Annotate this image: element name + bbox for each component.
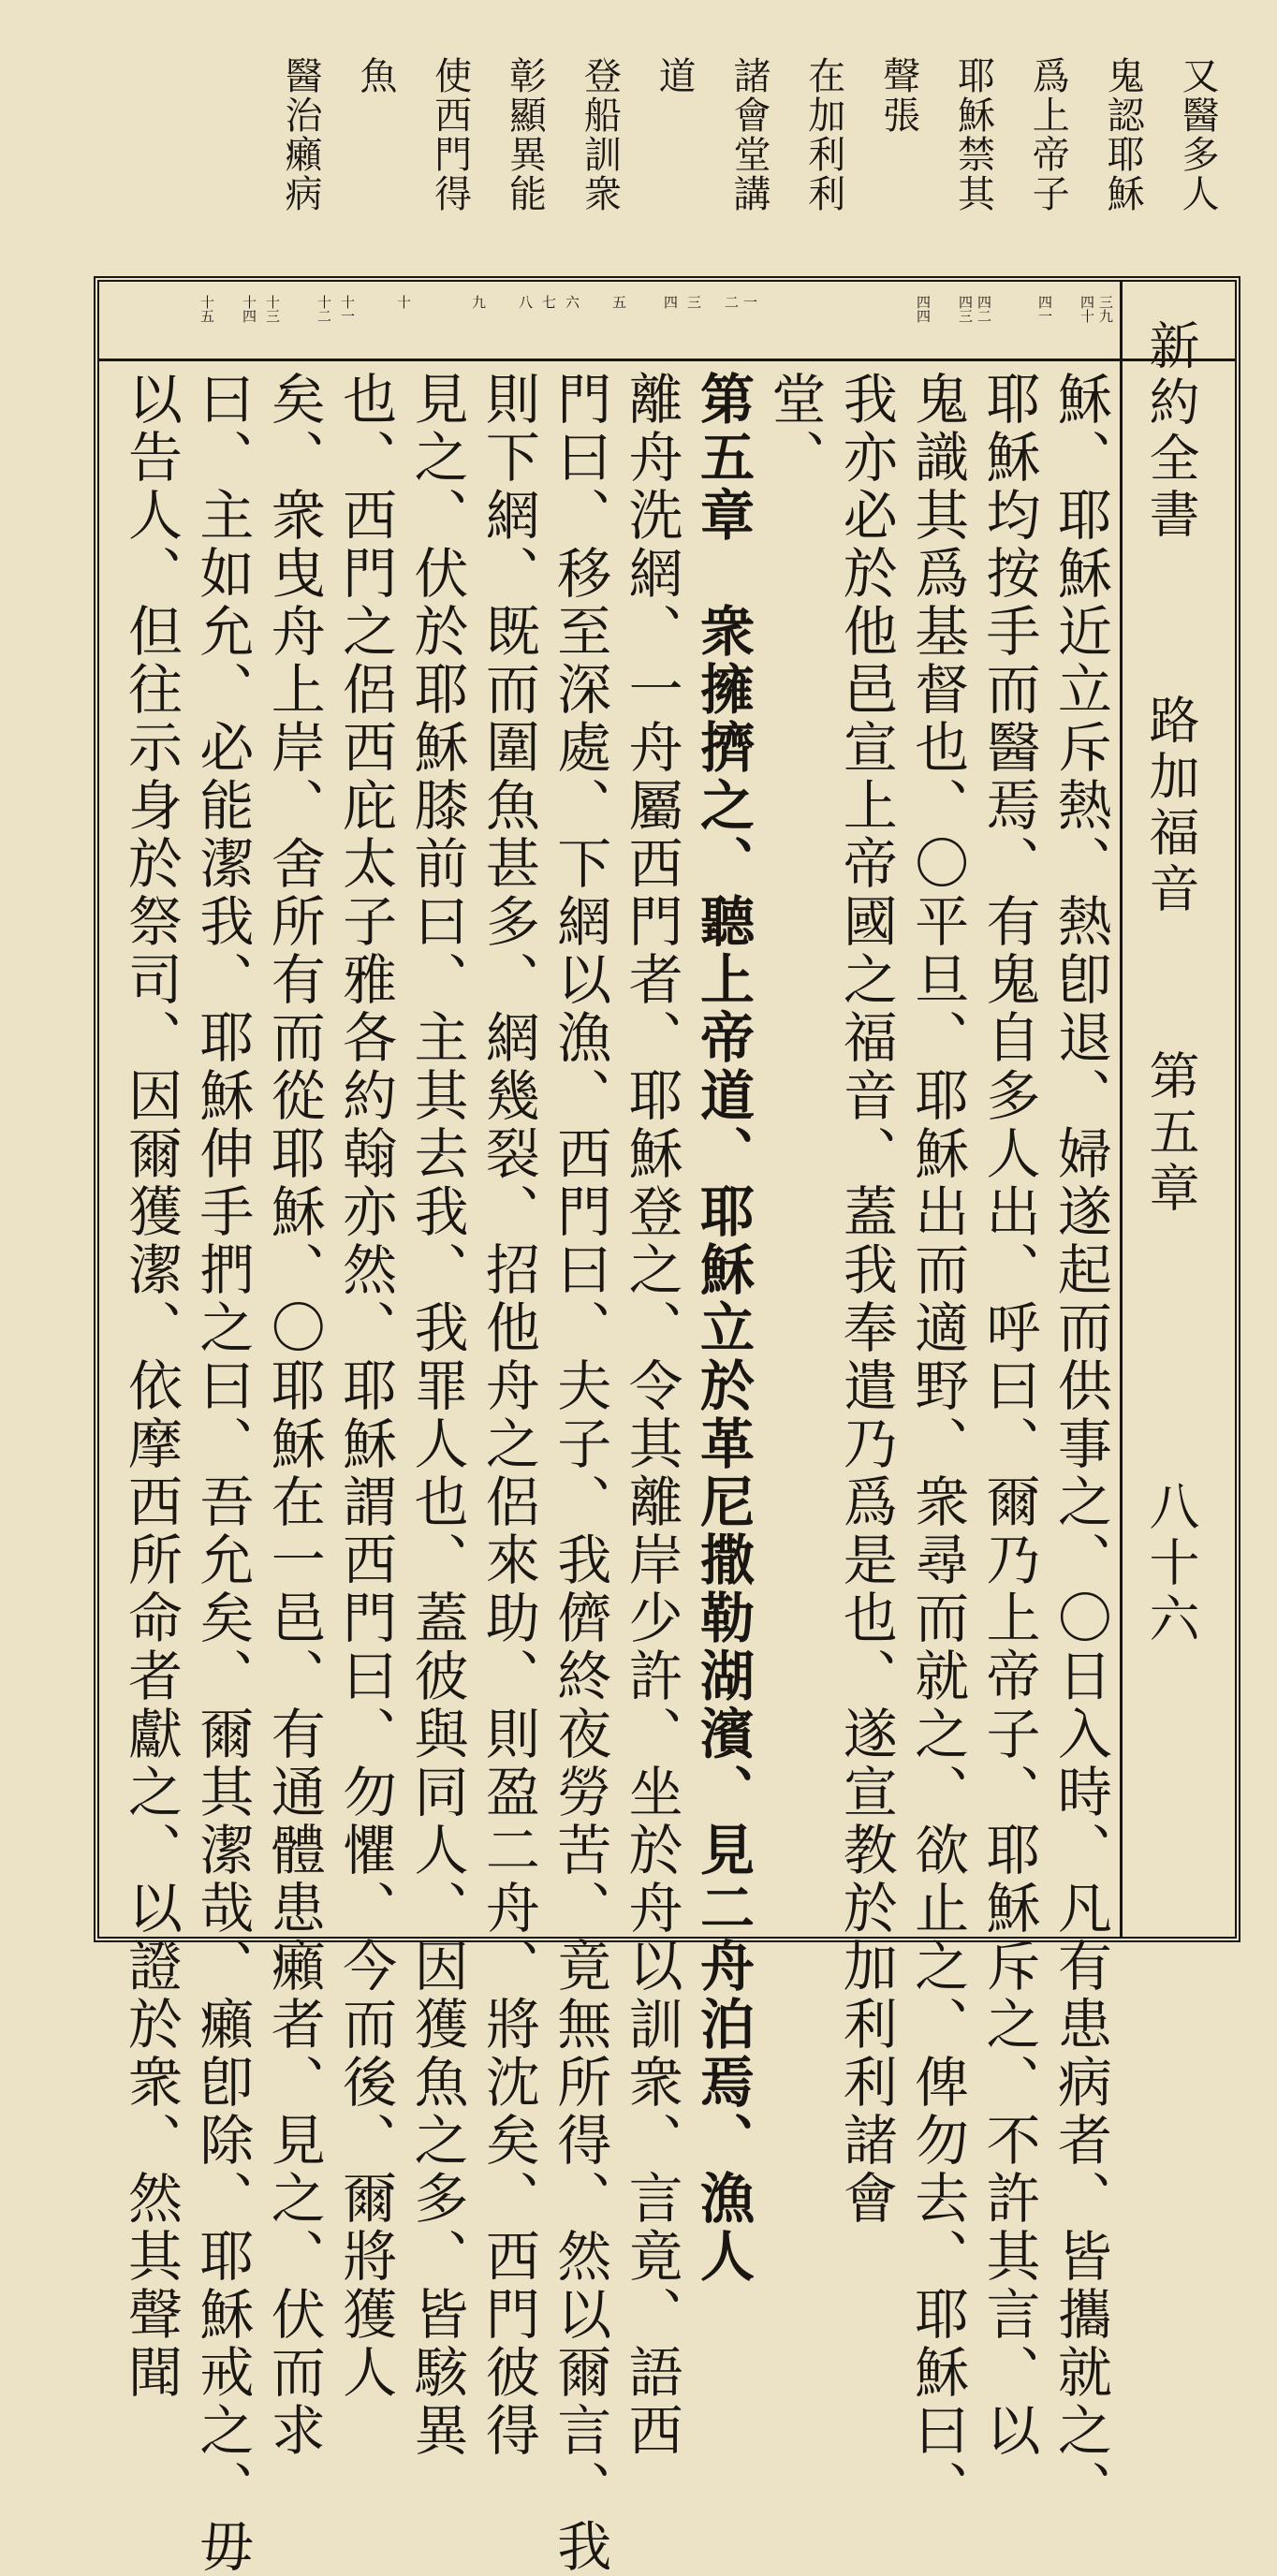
text-column: 我亦必於他邑宣上帝國之福音、蓋我奉遣乃爲是也、遂宣教於加利利諸會 [833, 371, 898, 2228]
verse-number: 四三 [957, 295, 974, 323]
verse-number: 十五 [198, 295, 215, 323]
verse-number: 四一 [1036, 295, 1053, 323]
text-column: 門曰、移至深處、下網以漁、西門曰、夫子、我儕終夜勞苦、竟無所得、然以爾言、我 [548, 371, 612, 2576]
text-column: 鬼識其爲基督也、〇平旦、耶穌出而適野、衆尋而就之、欲止之、俾勿去、耶穌曰、 [905, 371, 970, 2518]
text-column: 耶穌均按手而醫焉、有鬼自多人出、呼曰、爾乃上帝子、耶穌斥之、不許其言、以 [976, 371, 1041, 2460]
side-note: 聲張 [876, 56, 920, 135]
verse-number: 八 [517, 295, 534, 309]
verse-number: 七 [540, 295, 557, 309]
body-text [119, 371, 1112, 2576]
text-column: 堂、 [762, 371, 827, 487]
side-note: 耶穌禁其 [951, 56, 995, 213]
text-column: 矣、衆曳舟上岸、舍所有而從耶穌、〇耶穌在一邑、有通體患癩者、見之、伏而求 [261, 371, 326, 2460]
verse-number: 四十 [1079, 295, 1095, 323]
verse-number: 五 [610, 295, 627, 309]
chapter-start-column: 第五章 衆擁擠之、聽上帝道、耶穌立於革尼撒勒湖濱、見二舟泊焉、漁人 [691, 371, 755, 2286]
text-column: 離舟洗網、一舟屬西門者、耶穌登之、令其離岸少許、坐於舟以訓衆、言竟、語西 [619, 371, 683, 2460]
running-header [1120, 282, 1235, 1937]
gospel-name: 路加福音 [1141, 694, 1200, 918]
text-column: 以告人、但往示身於祭司、因爾獲潔、依摩西所命者獻之、以證於衆、然其聲聞 [119, 371, 183, 2402]
verse-number: 三 [685, 295, 702, 309]
verse-number-strip [99, 282, 1235, 361]
side-note: 鬼認耶穌 [1101, 56, 1145, 213]
side-note: 彰顯異能 [503, 56, 547, 213]
verse-number: 十一 [339, 295, 356, 323]
verse-number: 三九 [1097, 295, 1114, 323]
text-column: 也、西門之侶西庇太子雅各約翰亦然、耶穌謂西門曰、勿懼、今而後、爾將獲人 [333, 371, 398, 2402]
text-column: 穌、耶穌近立斥熱、熱卽退、婦遂起而供事之、〇日入時、凡有患病者、皆攜就之、 [1048, 371, 1112, 2518]
verse-number: 十 [395, 295, 412, 309]
side-note: 諸會堂講 [727, 56, 771, 213]
verse-number: 四 [662, 295, 679, 309]
verse-number: 一 [741, 295, 758, 309]
side-note: 使西門得 [428, 56, 472, 213]
verse-number: 六 [564, 295, 580, 309]
verse-number: 九 [470, 295, 487, 309]
text-frame [94, 276, 1240, 2576]
text-column: 曰、主如允、必能潔我、耶穌伸手捫之曰、吾允矣、爾其潔哉、癩卽除、耶穌戒之、毋 [190, 371, 255, 2576]
side-note: 道 [653, 56, 697, 95]
side-note: 醫治癩病 [279, 56, 322, 213]
verse-number: 四二 [976, 295, 992, 323]
chapter-label: 第五章 [1141, 1049, 1200, 1218]
side-note: 爲上帝子 [1026, 56, 1070, 213]
verse-number: 十二 [316, 295, 332, 323]
side-note: 魚 [353, 56, 397, 95]
side-notes [281, 56, 1217, 271]
verse-number: 十三 [264, 295, 281, 323]
verse-number: 四四 [915, 295, 932, 323]
page-number: 八十六 [1141, 1480, 1200, 1648]
text-column: 見之、伏於耶穌膝前曰、主其去我、我罪人也、蓋彼與同人、因獲魚之多、皆駭異 [404, 371, 469, 2460]
book-title: 新約全書 [1141, 319, 1200, 544]
text-column: 則下網、既而圍魚甚多、網幾裂、招他舟之侶來助、則盈二舟、將沈矣、西門彼得 [476, 371, 540, 2460]
side-note: 登船訓衆 [578, 56, 622, 213]
side-note: 在加利利 [801, 56, 845, 213]
verse-number: 二 [723, 295, 740, 309]
side-note: 又醫多人 [1175, 56, 1219, 213]
verse-number: 十四 [241, 295, 257, 323]
